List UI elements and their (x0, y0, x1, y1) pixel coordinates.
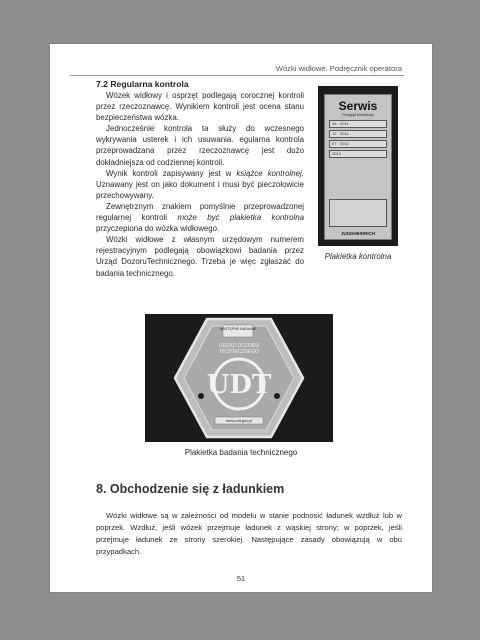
plate-entry: 12 · 2011 (329, 130, 387, 138)
page-number: 51 (236, 574, 246, 583)
udt-logo: UDT (206, 370, 272, 400)
chapter-paragraph: Wózki widłowe są w zależności od modelu w stanie podnosić ładunek wzdłuż lub w poprzek. Wzdłuż, jeśli wózek przejmuje ładunek z wąskiej strony; w poprzek, jeśli przejmuje ładunek ze strony szerokiej. Następujące zasady obowiązują w obu przypadkach. (96, 511, 402, 556)
chapter-body (96, 510, 402, 558)
plate-entry: 07 · 2012 (329, 140, 387, 148)
running-header: Wózki widłowe. Podręcznik operatora (275, 64, 402, 73)
next-inspection-label: NASTĘPNE BADANIE (219, 327, 257, 331)
sign-line-1: URZĄD DOZORU (218, 343, 260, 349)
section-title: 7.2 Regularna kontrola (96, 79, 189, 89)
paragraph-1: Wózek widłowy i osprzęt podlegają corocznej kontroli przez rzeczoznawcę. Wynikiem kontroli jest ocena stanu bezpieczeństwa wózka. (96, 91, 304, 123)
paragraph-5: Wózki widłowe z własnym urzędowym numerem rejestracyjnym podlegają obowiązkowi badania przez Urząd DozoruTechnicznego. Trzeba je więc zgłaszać do badania technicznego. (96, 235, 304, 278)
paragraph-4 (96, 201, 304, 234)
udt-caption: Plakietka badania technicznego (184, 448, 298, 457)
plate-entry: 05 · 2011 (329, 120, 387, 128)
plate-brand: JUNGHEINRICH (340, 231, 376, 236)
chapter-title: 8. Obchodzenie się z ładunkiem (96, 482, 285, 496)
plate-title: Serwis (338, 99, 378, 113)
header-rule (70, 75, 404, 76)
paragraph-3-text: Wynik kontroli zapisywany jest w (106, 168, 237, 178)
inspection-plate-photo (318, 86, 398, 246)
paragraph-4-tail: przyczepiona do wózka widłowego. (96, 224, 220, 234)
paragraph-2: Jednocześnie kontrola ta służy do wczesnego wykrywania usterek i ich usuwania. egularna kontrola przeprowadzana przez rzeczoznawcę jest dużo dokładniejsza od codziennej kontroli. (96, 124, 304, 167)
document-page (50, 44, 432, 592)
section-body (96, 90, 304, 279)
plate-entry: 2013 (329, 150, 387, 158)
sign-url: www.udt.gov.pl (225, 418, 253, 423)
paragraph-3-tail: Uznawany jest on jako dokument i musi być pieczołowicie przechowywany. (96, 179, 304, 200)
mounting-hole-right (274, 393, 280, 399)
plate-caption: Plakietka kontrolna (324, 252, 392, 261)
paragraph-3-emphasis: książce kontrolnej. (236, 168, 304, 178)
paragraph-3 (96, 168, 304, 201)
plate-info-table (329, 199, 387, 227)
udt-sign-photo (145, 314, 333, 442)
sign-line-2: TECHNICZNEGO (219, 349, 259, 355)
paragraph-4-emphasis: może być plakietka kontrolna (177, 213, 304, 223)
plate-subtitle: Przegląd techniczny (342, 113, 374, 117)
inspection-plate (324, 94, 392, 240)
paragraph-4-text: Zewnętrznym znakiem pomyślnie przeprowadzonej regularnej kontroli (96, 201, 304, 223)
udt-sign-illustration (145, 314, 333, 442)
plate-entries (329, 120, 387, 158)
mounting-hole-left (198, 393, 204, 399)
